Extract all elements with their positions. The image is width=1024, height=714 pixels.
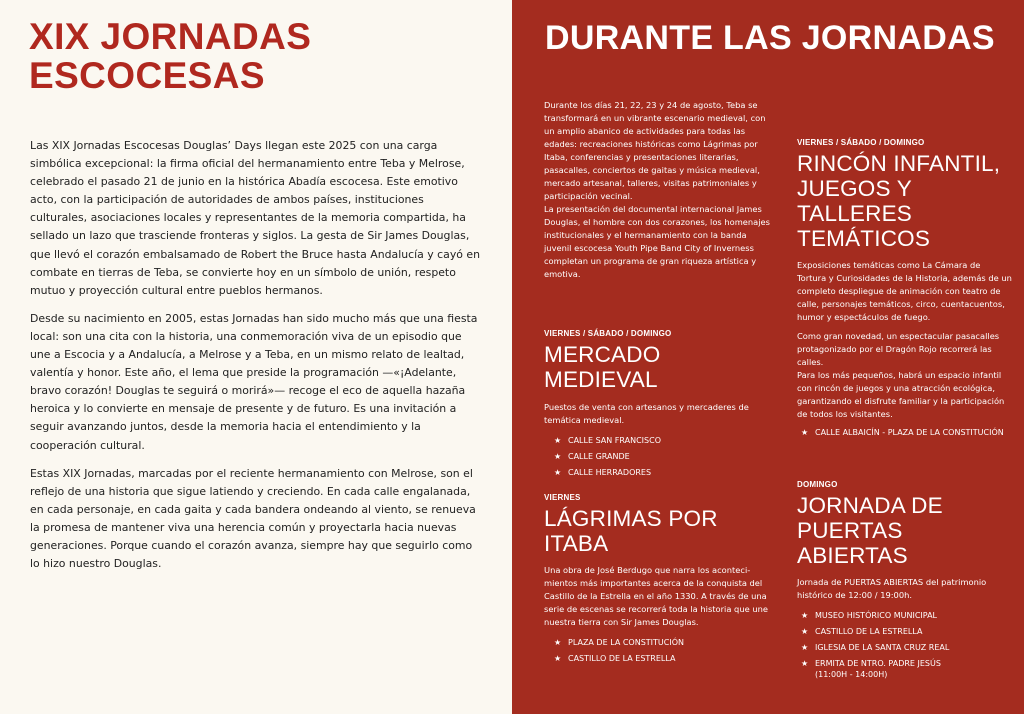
star-icon: ★ bbox=[554, 654, 562, 663]
lagrimas-days: VIERNES bbox=[544, 493, 581, 502]
star-icon: ★ bbox=[801, 428, 809, 437]
rincon-paragraph-1: Exposiciones temáticas como La Cámara de Tortura y Curiosidades de la Historia, además de un completo despliegue de animación con teatro de calle, personajes temáticos, circo, cuentacuentos, humor y espectáculos de fuego. bbox=[797, 260, 1012, 322]
list-item bbox=[544, 637, 770, 648]
star-icon: ★ bbox=[801, 659, 809, 668]
rincon-locations bbox=[797, 427, 1012, 438]
puertas-locations bbox=[797, 610, 1012, 680]
rincon-title: RINCÓN INFANTIL, JUEGOS Y TALLERES TEMÁTICOS bbox=[797, 151, 1001, 251]
list-item bbox=[797, 642, 1012, 653]
location-label: CASTILLO DE LA ESTRELLA bbox=[568, 654, 676, 663]
star-icon: ★ bbox=[801, 611, 809, 620]
lagrimas-title: LÁGRIMAS POR ITABA bbox=[544, 506, 718, 556]
rincon-paragraph-2: Como gran novedad, un espectacular pasacalles protagonizado por el Dragón Rojo recorrerá las calles. bbox=[797, 331, 1000, 367]
location-label: CALLE HERRADORES bbox=[568, 468, 652, 477]
right-title: DURANTE LAS JORNADAS bbox=[545, 19, 995, 57]
location-label: MUSEO HISTÓRICO MUNICIPAL bbox=[815, 611, 937, 620]
section-mercado-medieval bbox=[544, 328, 774, 483]
puertas-days: DOMINGO bbox=[797, 480, 838, 489]
location-label: PLAZA DE LA CONSTITUCIÓN bbox=[568, 638, 685, 647]
rincon-days: VIERNES / SÁBADO / DOMINGO bbox=[797, 138, 925, 147]
rincon-paragraph-3: Para los más pequeños, habrá un espacio infantil con rincón de juegos y una atracción ecológica, garantizando el disfrute familiar y la participación de todos los visitantes. bbox=[797, 370, 1005, 419]
section-puertas-abiertas bbox=[797, 479, 1012, 685]
list-item bbox=[797, 658, 1012, 680]
location-label-group bbox=[815, 658, 941, 680]
section-rincon-infantil bbox=[797, 137, 1012, 443]
mercado-title: MERCADO MEDIEVAL bbox=[544, 342, 661, 392]
left-paragraph-1: Las XIX Jornadas Escocesas Douglas’ Days llegan este 2025 con una carga simbólica excepcional: la firma oficial del hermanamiento entre Teba y Melrose, celebrado el pasado 21 de junio en la histórica Abadía escocesa. Este emotivo acto, con la participación de autoridades de ambos países, instituciones culturales, asociaciones locales y representantes de la memoria compartida, ha sellado un lazo que trasciende fronteras y siglos. La gesta de Sir James Douglas, que llevó el corazón embalsamado de Robert the Bruce hasta Andalucía y cayó en combate en tierras de Teba, se convierte hoy en un símbolo de unión, respeto mutuo y proyección cultural entre pueblos hermanos. bbox=[30, 139, 481, 297]
list-item bbox=[544, 435, 774, 446]
puertas-desc: Jornada de PUERTAS ABIERTAS del patrimonio histórico de 12:00 / 19:00h. bbox=[797, 577, 987, 600]
intro-paragraph-1: Durante los días 21, 22, 23 y 24 de agosto, Teba se transformará en un vibrante escenario medieval, con un amplio abanico de actividades para todas las edades: recreaciones históricas como Lágrimas por Itaba, conferencias y presentaciones literarias, pasacalles, conciertos de gaitas y música medieval, mercado artesanal, talleres, visitas patrimoniales y participación vecinal. bbox=[544, 100, 766, 201]
location-label: IGLESIA DE LA SANTA CRUZ REAL bbox=[815, 643, 950, 652]
location-label: CALLE ALBAICÍN - PLAZA DE LA CONSTITUCIÓN bbox=[815, 428, 1004, 437]
star-icon: ★ bbox=[554, 452, 562, 461]
mercado-desc: Puestos de venta con artesanos y mercaderes de temática medieval. bbox=[544, 402, 749, 425]
location-hours: (11:00H - 14:00H) bbox=[815, 670, 888, 679]
location-label: ERMITA DE NTRO. PADRE JESÚS bbox=[815, 659, 941, 668]
list-item bbox=[544, 653, 770, 664]
intro-paragraph-2: La presentación del documental internacional James Douglas, el hombre con dos corazones, los homenajes institucionales y el hermanamiento con la banda juvenil escocesa Youth Pipe Band City of Inverness completan un programa de gran riqueza artística y emotiva. bbox=[544, 204, 770, 279]
lagrimas-locations bbox=[544, 637, 770, 664]
list-item bbox=[797, 610, 1012, 621]
list-item bbox=[544, 451, 774, 462]
location-label: CASTILLO DE LA ESTRELLA bbox=[815, 627, 923, 636]
star-icon: ★ bbox=[554, 638, 562, 647]
star-icon: ★ bbox=[801, 627, 809, 636]
mercado-days: VIERNES / SÁBADO / DOMINGO bbox=[544, 329, 672, 338]
left-paragraph-3: Estas XIX Jornadas, marcadas por el reciente hermanamiento con Melrose, son el reflejo de una historia que sigue latiendo y creciendo. En cada calle engalanada, en cada personaje, en cada gaita y cada bandera ondeando al viento, se renueva la promesa de mantener viva una herencia común y proyectarla hacia nuevas generaciones. Porque cuando el corazón avanza, siempre hay que seguirlo como lo hizo nuestro Douglas. bbox=[30, 466, 476, 571]
left-paragraph-2: Desde su nacimiento en 2005, estas Jornadas han sido mucho más que una fiesta local: son una cita con la historia, una conmemoración viva de un episodio que une a Escocia y a Andalucía, a Melrose y a Teba, en un mismo relato de lealtad, valentía y honor. Este año, el lema que preside la programación —«¡Adelante, bravo corazón! Douglas te seguirá o morirá»— recoge el eco de aquella hazaña heroica y lo convierte en mensaje de presente y de futuro. Es una invitación a seguir avanzando juntos, desde la memoria hacia el entendimiento y la cooperación cultural. bbox=[30, 311, 478, 452]
left-body bbox=[30, 137, 482, 583]
star-icon: ★ bbox=[801, 643, 809, 652]
mercado-locations bbox=[544, 435, 774, 478]
location-label: CALLE SAN FRANCISCO bbox=[568, 436, 661, 445]
list-item bbox=[544, 467, 774, 478]
star-icon: ★ bbox=[554, 468, 562, 477]
list-item bbox=[797, 626, 1012, 637]
puertas-title: JORNADA DE PUERTAS ABIERTAS bbox=[797, 493, 943, 568]
star-icon: ★ bbox=[554, 436, 562, 445]
left-title: XIX JORNADAS ESCOCESAS bbox=[29, 16, 312, 96]
intro-text bbox=[544, 99, 774, 281]
rincon-desc bbox=[797, 259, 1012, 421]
list-item bbox=[797, 427, 1012, 438]
section-lagrimas-por-itaba bbox=[544, 492, 770, 669]
location-label: CALLE GRANDE bbox=[568, 452, 630, 461]
lagrimas-desc: Una obra de José Berdugo que narra los aconteci- mientos más importantes acerca de la conquista del Castillo de la Estrella en el año 1330. A través de una serie de escenas se recorrerá toda la historia que une nuestra tierra con Sir James Douglas. bbox=[544, 565, 768, 627]
